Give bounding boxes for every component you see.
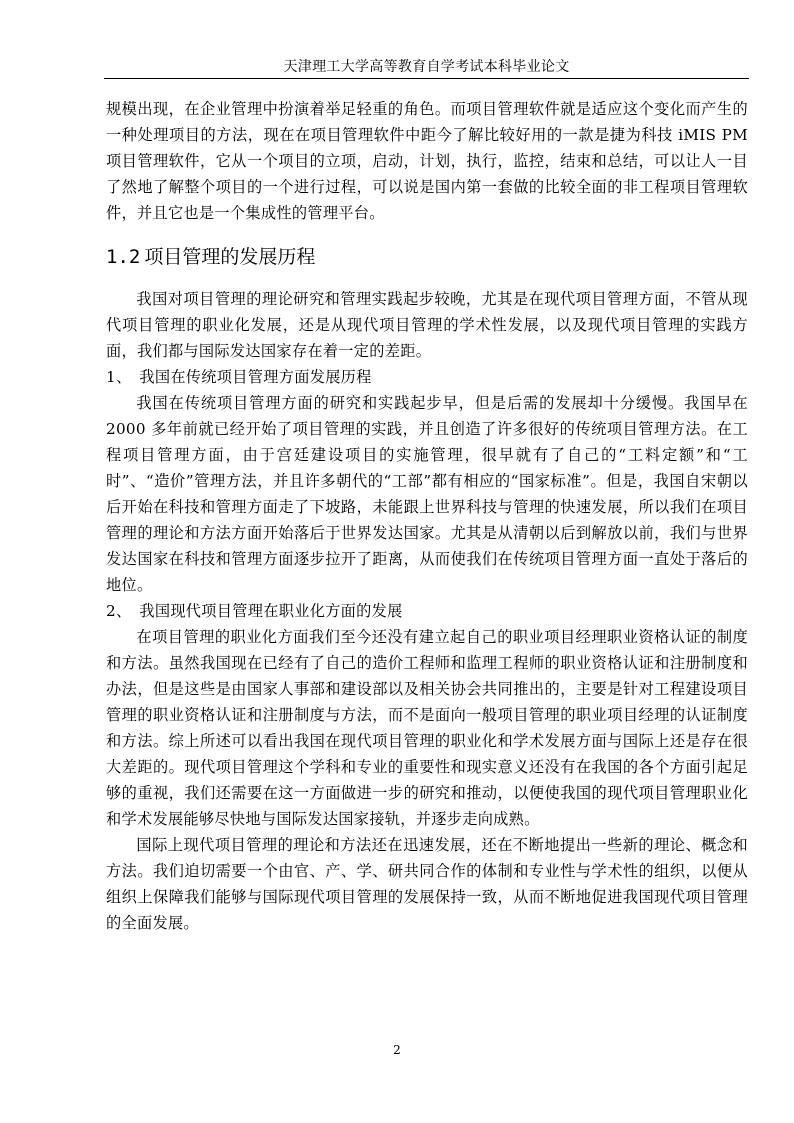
section-number: 1.2 [106,246,141,268]
section-heading [106,245,315,269]
section-body [106,286,748,936]
page-header: 天津理工大学高等教育自学考试本科毕业论文 [283,59,570,75]
intro-paragraph: 规模出现，在企业管理中扮演着举足轻重的角色。而项目管理软件就是适应这个变化而产生的一种处理项目的方法，现在在项目管理软件中距今了解比较好用的一款是捷为科技 iMIS PM 项目管理软件，它从一个项目的立项，启动，计划，执行，监控，结束和总结，可以让人一目了然地了解整个项目的一个进行过程，可以说是国内第一套做的比较全面的非工程项目管理软件，并且它也是一个集成性的管理平台。 [106,100,748,222]
paragraph: 我国对项目管理的理论研究和管理实践起步较晚，尤其是在现代项目管理方面，不管从现代项目管理的职业化发展，还是从现代项目管理的学术性发展，以及现代项目管理的实践方面，我们都与国际发达国家存在着一定的差距。 [106,290,748,360]
list-item-heading: 2、 我国现代项目管理在职业化方面的发展 [106,602,403,620]
paragraph: 在项目管理的职业化方面我们至今还没有建立起自己的职业项目经理职业资格认证的制度和方法。虽然我国现在已经有了自己的造价工程师和监理工程师的职业资格认证和注册制度和办法，但是这些是由国家人事部和建设部以及相关协会共同推出的，主要是针对工程建设项目管理的职业资格认证和注册制度与方法，而不是面向一般项目管理的职业项目经理的认证制度和方法。综上所述可以看出我国在现代项目管理的职业化和学术发展方面与国际上还是存在很大差距的。现代项目管理这个学科和专业的重要性和现实意义还没有在我国的各个方面引起足够的重视，我们还需要在这一方面做进一步的研究和推动，以便使我国的现代项目管理职业化和学术发展能够尽快地与国际发达国家接轨，并逐步走向成熟。 [106,628,748,828]
page-number: 2 [393,1043,401,1057]
header-divider [104,78,749,79]
list-item-heading: 1、 我国在传统项目管理方面发展历程 [106,368,372,386]
paragraph: 我国在传统项目管理方面的研究和实践起步早，但是后需的发展却十分缓慢。我国早在 2000 多年前就已经开始了项目管理的实践，并且创造了许多很好的传统项目管理方法。在工程项目管理方面，由于宫廷建设项目的实施管理，很早就有了自己的“工料定额”和“工时”、“造价”管理方法，并且许多朝代的“工部”都有相应的“国家标准”。但是，我国自宋朝以后开始在科技和管理方面走了下坡路，未能跟上世界科技与管理的快速发展，所以我们在项目管理的理论和方法方面开始落后于世界发达国家。尤其是从清朝以后到解放以前，我们与世界发达国家在科技和管理方面逐步拉开了距离，从而使我们在传统项目管理方面一直处于落后的地位。 [106,394,748,594]
section-title: 项目管理的发展历程 [144,246,316,268]
intro-text-block [106,96,748,226]
paragraph: 国际上现代项目管理的理论和方法还在迅速发展，还在不断地提出一些新的理论、概念和方法。我们迫切需要一个由官、产、学、研共同合作的体制和专业性与学术性的组织，以便从组织上保障我们能够与国际现代项目管理的发展保持一致，从而不断地促进我国现代项目管理的全面发展。 [106,836,748,932]
